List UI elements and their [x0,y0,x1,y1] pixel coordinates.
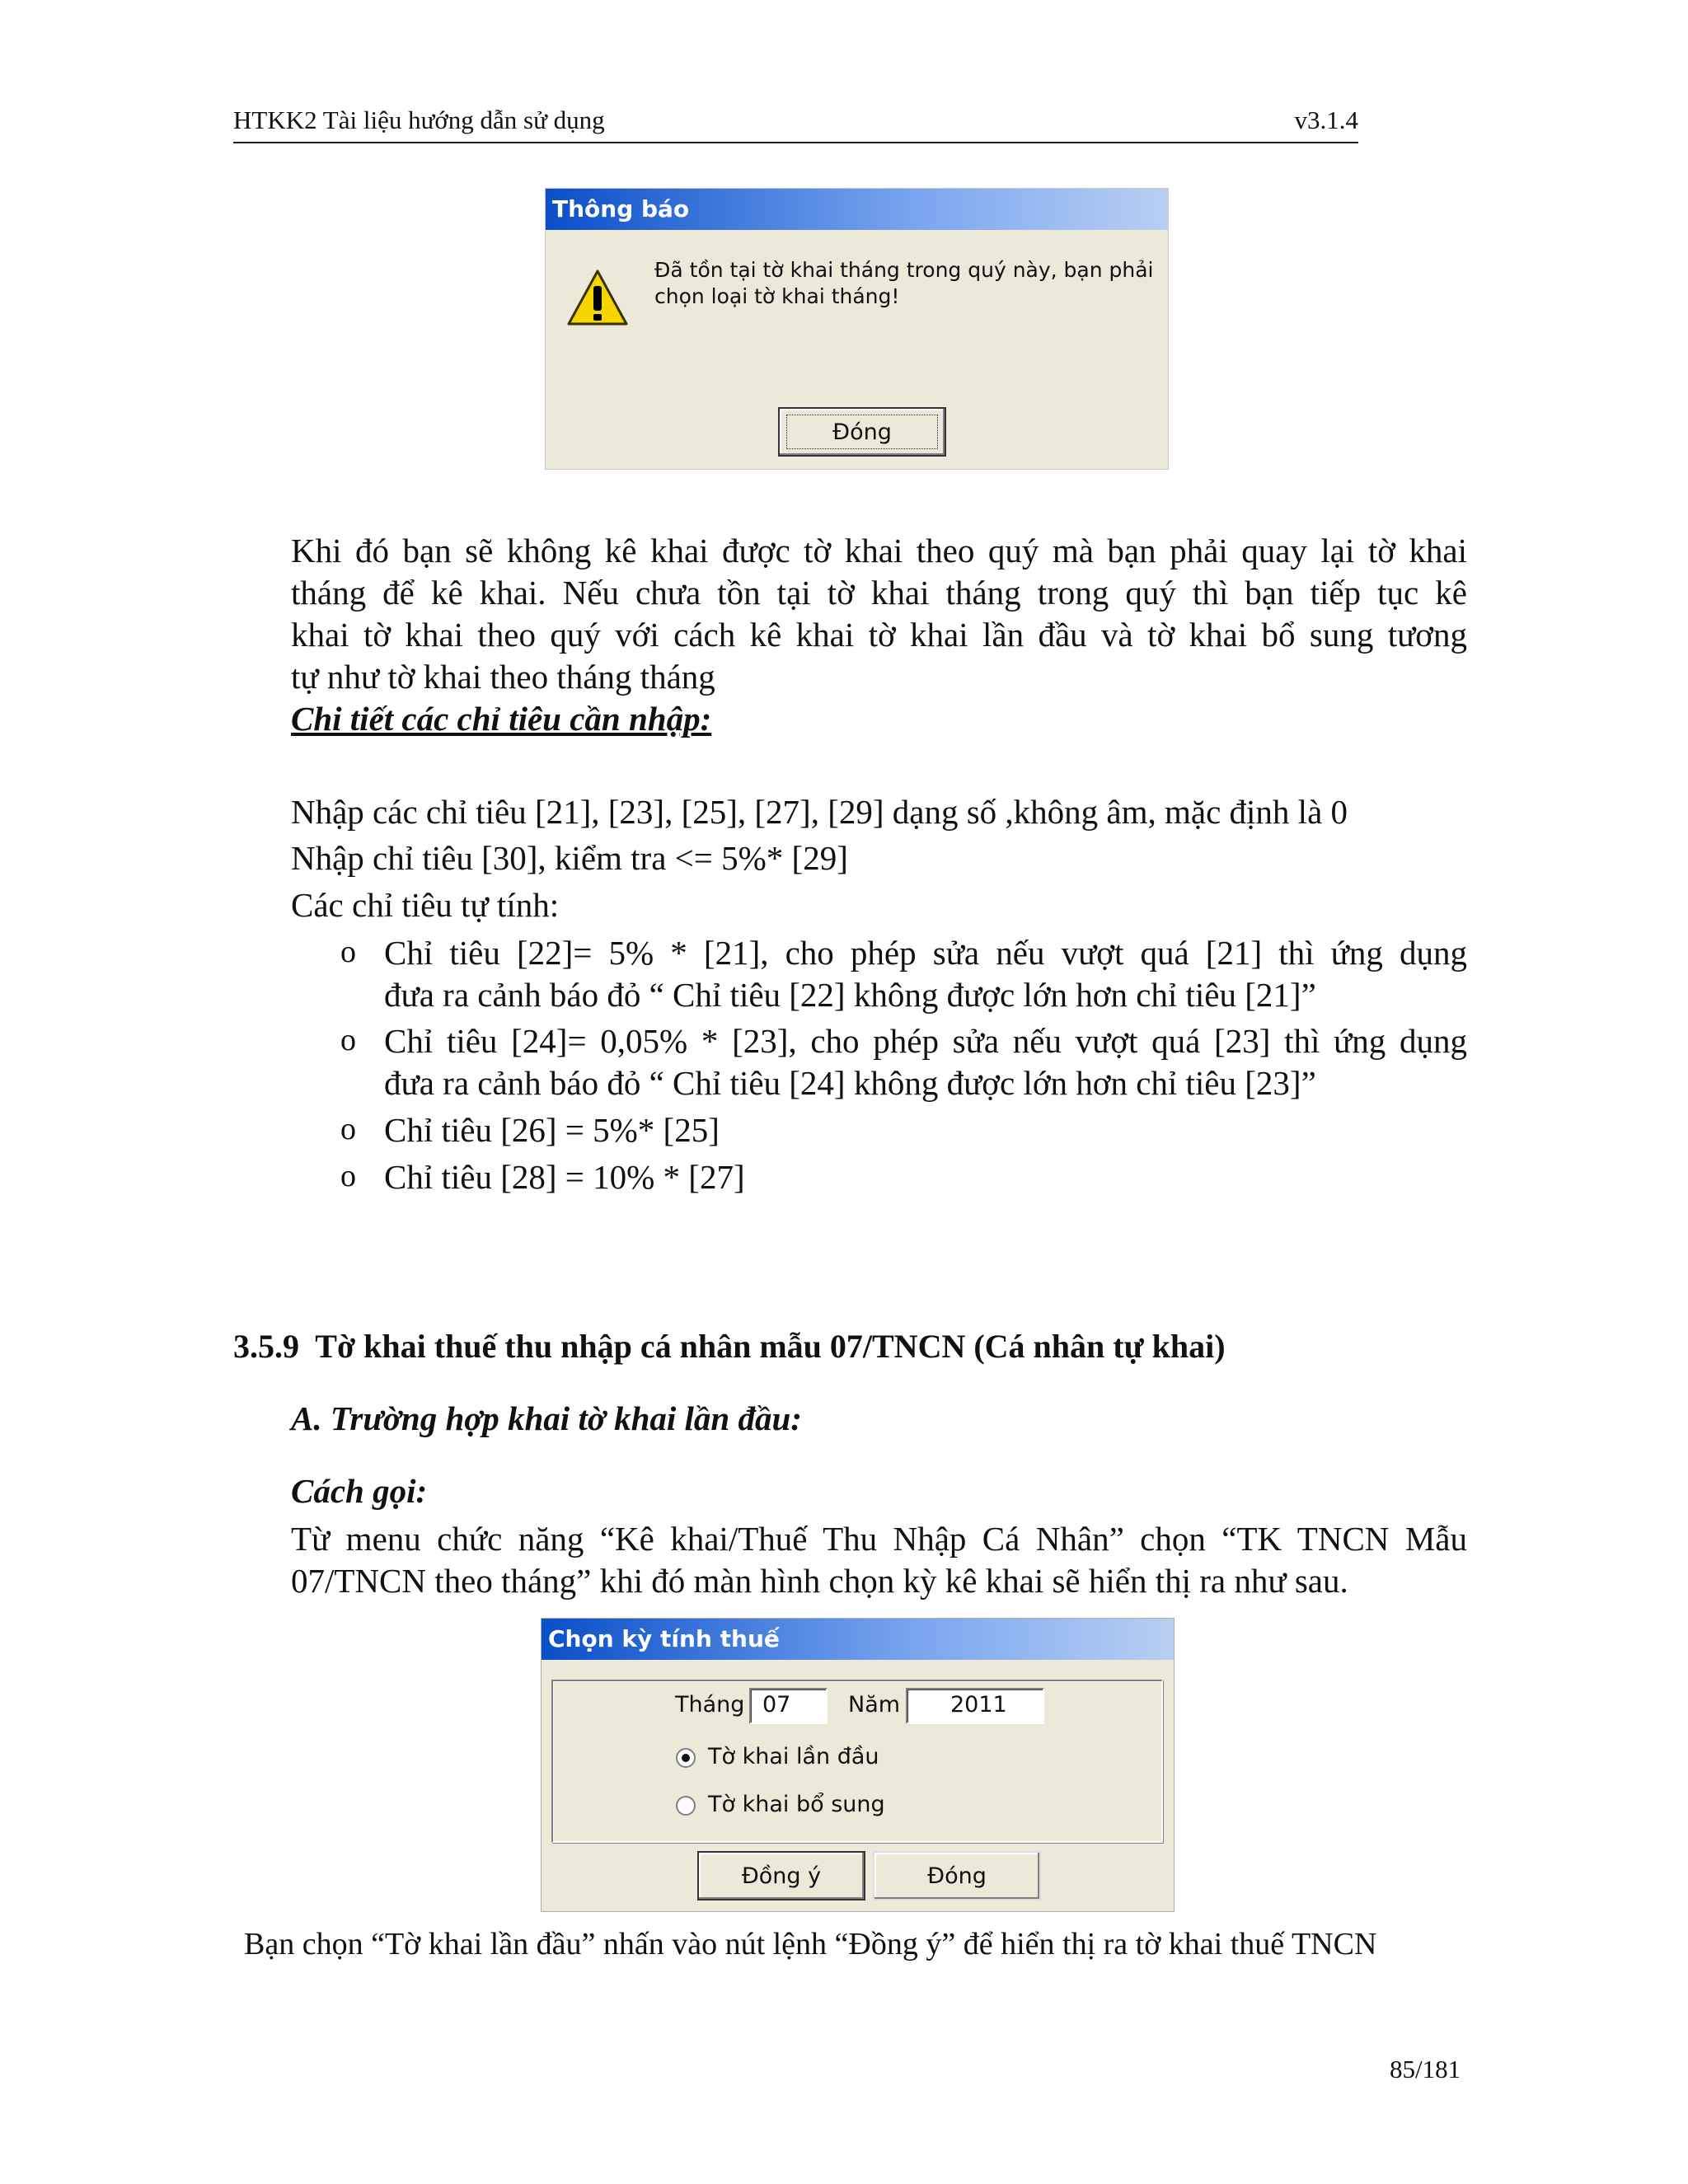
radio-first-filing-label: Tờ khai lần đầu [708,1744,879,1769]
paragraph-1-line: khai tờ khai theo quý với cách kê khai tờ khai lần đầu và tờ khai bổ sung tương [291,616,1467,654]
notice-dialog [545,188,1169,470]
bullet-item [384,1109,1467,1151]
notice-message-line1: Đã tồn tại tờ khai tháng trong quý này, bạn phải [654,258,1154,282]
bullet-item [384,1156,1467,1198]
bullet-item-line: đưa ra cảnh báo đỏ “ Chỉ tiêu [22] không được lớn hơn chỉ tiêu [21]” [384,976,1316,1014]
page-header [233,105,1358,143]
radio-selected-icon [675,1747,696,1769]
subheading-a: A. Trường hợp khai tờ khai lần đầu: [291,1399,802,1437]
header-title: HTKK2 Tài liệu hướng dẫn sử dụng [233,105,605,134]
month-label: Tháng [675,1692,745,1718]
notice-message-line2: chọn loại tờ khai tháng! [654,284,900,308]
notice-dialog-title: Thông báo [552,195,690,223]
notice-close-label: Đóng [832,419,892,445]
check-rule-line: Nhập chỉ tiêu [30], kiểm tra <= 5%* [29] [291,839,848,877]
bullet-marker: o [340,1159,356,1193]
paragraph-1-line: Khi đó bạn sẽ không kê khai được tờ khai theo quý mà bạn phải quay lại tờ khai [291,532,1467,569]
bullet-marker: o [340,1023,356,1057]
computed-fields-heading: Các chỉ tiêu tự tính: [291,886,560,924]
tax-period-titlebar [542,1619,1174,1660]
ok-button[interactable] [697,1851,865,1900]
ok-button-label: Đồng ý [741,1863,822,1889]
bullet-marker: o [340,935,356,969]
tax-period-title: Chọn kỳ tính thuế [548,1625,780,1652]
call-text [291,1518,1467,1602]
section-heading: 3.5.9 Tờ khai thuế thu nhập cá nhân mẫu 07/TNCN (Cá nhân tự khai) [233,1328,1226,1365]
close-button[interactable] [873,1851,1041,1900]
call-text-line: Từ menu chức năng “Kê khai/Thuế Thu Nhập Cá Nhân” chọn “TK TNCN Mẫu [291,1520,1467,1558]
close-button-label: Đóng [927,1863,987,1889]
bullet-item-line: Chỉ tiêu [28] = 10% * [27] [384,1158,745,1196]
bullet-item [384,932,1467,1016]
bullet-marker: o [340,1112,356,1146]
year-label: Năm [848,1692,901,1718]
notice-close-button[interactable] [778,407,946,457]
radio-supplement-label: Tờ khai bổ sung [708,1792,885,1817]
warning-icon [566,268,629,327]
bullet-item-line: Chỉ tiêu [22]= 5% * [21], cho phép sửa nếu vượt quá [21] thì ứng dụng [384,934,1467,972]
paragraph-1-line: tháng để kê khai. Nếu chưa tồn tại tờ khai tháng trong quý thì bạn tiếp tục kê [291,574,1467,612]
call-text-line: 07/TNCN theo tháng” khi đó màn hình chọn kỳ kê khai sẽ hiển thị ra như sau. [291,1562,1348,1600]
bullet-item-line: Chỉ tiêu [26] = 5%* [25] [384,1111,720,1149]
input-rule-line: Nhập các chỉ tiêu [21], [23], [25], [27], [29] dạng số ,không âm, mặc định là 0 [291,793,1348,831]
page-number: 85/181 [1390,2055,1461,2083]
notice-dialog-titlebar [546,189,1168,230]
final-instruction: Bạn chọn “Tờ khai lần đầu” nhấn vào nút lệnh “Đồng ý” để hiển thị ra tờ khai thuế TNCN [244,1927,1377,1961]
month-input[interactable]: 07 [749,1688,828,1724]
call-heading: Cách gọi: [291,1472,428,1510]
bullet-item-line: Chỉ tiêu [24]= 0,05% * [23], cho phép sửa nếu vượt quá [23] thì ứng dụng [384,1022,1467,1060]
details-heading: Chi tiết các chỉ tiêu cần nhập: [291,700,712,738]
year-input[interactable]: 2011 [906,1688,1044,1724]
bullet-item [384,1020,1467,1104]
header-version: v3.1.4 [1294,105,1358,134]
bullet-item-line: đưa ra cảnh báo đỏ “ Chỉ tiêu [24] không được lớn hơn chỉ tiêu [23]” [384,1064,1316,1102]
radio-unselected-icon [675,1795,696,1816]
paragraph-1-line: tự như tờ khai theo tháng tháng [291,658,715,696]
paragraph-1 [291,530,1467,698]
tax-period-dialog [541,1618,1175,1912]
